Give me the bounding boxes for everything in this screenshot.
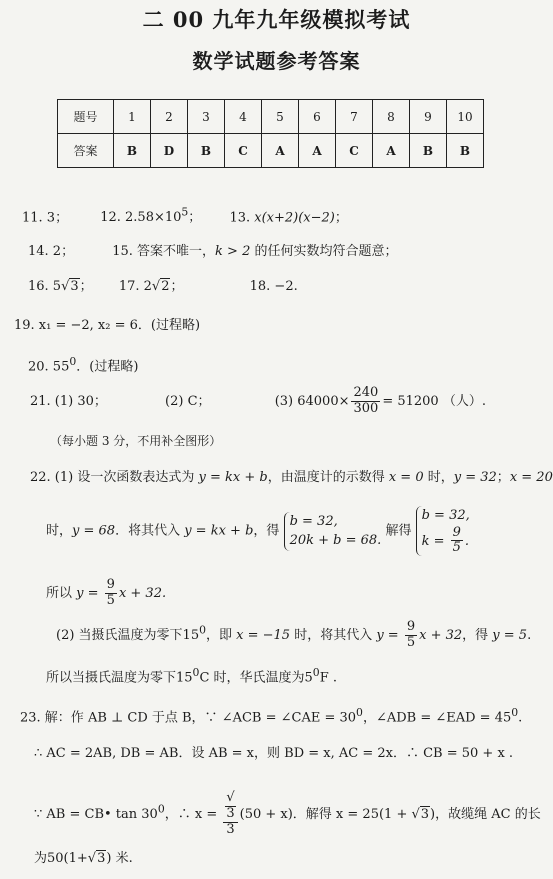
answer-16-radicand: 3 [70, 279, 79, 294]
answer-23-text: ) 米. [106, 851, 133, 866]
question-number: 4 [225, 100, 262, 134]
answer-22-text: 解得 [385, 523, 412, 539]
question-number: 5 [262, 100, 299, 134]
answer-20 [28, 355, 138, 374]
fraction-numerator: 9 [452, 524, 461, 540]
answer-23-text: ，∠ADB = ∠EAD = 45 [362, 710, 512, 726]
answer-23-text: 为50(1+ [34, 851, 88, 866]
fraction-numerator: 9 [106, 577, 115, 592]
answer-22-text: . [527, 627, 532, 643]
expression: y = [376, 627, 403, 643]
answer-22-text: 时， [46, 523, 73, 539]
answer-cell: C [336, 134, 373, 168]
question-number: 8 [373, 100, 410, 134]
table-answer-label: 答案 [58, 134, 114, 168]
answer-15-expression: k > 2 [215, 244, 251, 259]
answer-22-conclusion [46, 666, 337, 685]
question-number: 6 [299, 100, 336, 134]
answer-cell: A [299, 134, 336, 168]
question-number: 2 [151, 100, 188, 134]
answer-22-text: 所以当摄氏温度为零下15 [46, 670, 193, 686]
answer-22-text: ．将其代入 [115, 523, 185, 539]
expression: x = 20 [509, 470, 553, 485]
answer-cell: A [373, 134, 410, 168]
expression: y = 5 [492, 627, 528, 643]
answer-15-end: 的任何实数均符合题意； [250, 244, 398, 259]
answer-12-text: 12. 2.58×10 [100, 210, 182, 226]
fraction-numerator: 240 [353, 385, 379, 400]
answer-17: 17. 2√2； [118, 279, 184, 294]
answer-line-16-18 [28, 275, 298, 294]
answer-23-line4: 为50(1+√3) 米. [34, 851, 133, 866]
answer-23-text: 23. 解：作 AB ⊥ CD 于点 B，∵ ∠ACB = ∠CAE = 30 [20, 710, 357, 726]
answer-13-expression: x(x+2)(x−2) [254, 210, 335, 226]
answer-21-part2: (2) C； [165, 393, 211, 409]
expression: y = [76, 585, 103, 601]
equation: 20k + b = 68. [289, 533, 382, 549]
answer-12-exponent: 5 [181, 206, 189, 219]
answer-22-text: 时，将其代入 [290, 627, 377, 643]
question-number: 7 [336, 100, 373, 134]
exponent: 0 [199, 623, 206, 637]
fraction-denominator: 5 [106, 592, 115, 608]
answer-17-end: ； [170, 279, 184, 294]
answer-13-text: 13. [229, 210, 255, 226]
answer-23-text: )，故缆绳 AC 的长 [430, 806, 541, 822]
answer-22-text: ，即 [205, 627, 237, 643]
expression: x + 32 [419, 627, 463, 643]
answer-16-text: 16. 5 [28, 279, 62, 294]
exponent: 0 [157, 802, 165, 816]
expression: x + 32. [118, 585, 167, 601]
answer-cell: B [447, 134, 484, 168]
fraction-denominator: 5 [406, 634, 416, 650]
answer-16-end: ； [79, 279, 93, 294]
answer-cell: A [262, 134, 299, 168]
page-subtitle: 数学试题参考答案 [192, 49, 361, 73]
answer-22-line2 [46, 506, 470, 556]
fraction-denominator: 300 [353, 400, 379, 416]
expression: x = 0 [388, 470, 424, 485]
exponent: 0 [511, 706, 519, 719]
equation [422, 526, 470, 557]
page-title: 二 00 九年九年级模拟考试 [142, 7, 411, 32]
answer-17-text: 17. 2 [118, 279, 152, 294]
answer-22-text: C 时，华氏温度为5 [199, 670, 313, 686]
answer-22-line3 [46, 578, 166, 609]
answer-11: 11. 3； [22, 210, 69, 226]
answer-23-line3: ∵ AB = CB• $\tan 30^0$，∴ x = √ 3 3 (50 + x)．解得 x = 25(1 + √3)，故缆绳 AC 的长 [34, 790, 541, 837]
answer-22-text: (2) 当摄氏温度为零下15 [56, 627, 200, 643]
question-number: 9 [410, 100, 447, 134]
answer-20-exponent: 0 [69, 355, 77, 368]
fraction [223, 791, 237, 838]
answer-18: 18. −2. [249, 279, 298, 294]
radicand: 3 [97, 851, 106, 866]
table-row-answers [58, 134, 484, 168]
answer-17-radicand: 2 [161, 279, 170, 294]
answer-23-text: ，∴ x = [164, 806, 222, 822]
fraction-numerator: 9 [406, 619, 416, 634]
question-number: 3 [188, 100, 225, 134]
answer-13-end: ； [334, 210, 348, 226]
answer-22-line1 [30, 466, 553, 485]
fraction-denominator: 3 [226, 821, 235, 837]
answer-cell: B [410, 134, 447, 168]
answer-22-text: ，由温度计的示数得 [267, 470, 389, 485]
answer-12 [100, 206, 202, 226]
answer-15 [112, 244, 397, 259]
answer-line-11-13 [22, 206, 348, 225]
exponent: 0 [312, 666, 320, 679]
answer-23-line1 [20, 706, 522, 725]
answer-12-end: ； [188, 210, 202, 226]
answer-cell: B [114, 134, 151, 168]
fraction-denominator: 5 [452, 540, 461, 556]
question-number: 10 [447, 100, 484, 134]
answer-23-line2: ∴ AC = 2AB, DB = AB．设 AB = x，则 BD = x, AC = 2x．∴ CB = 50 + x . [34, 746, 514, 761]
equation-text: . [464, 533, 470, 549]
answer-cell: C [225, 134, 262, 168]
answer-20-end: ．(过程略) [76, 359, 139, 375]
solution-system [416, 506, 470, 556]
table-header-label: 题号 [58, 100, 114, 134]
fraction-numerator: √ 3 [223, 791, 237, 823]
answer-23-text: (50 + x)．解得 x = 25(1 + [239, 806, 412, 822]
answer-22-text: ，得 [462, 627, 493, 643]
radicand: 3 [420, 806, 430, 822]
expression: x = −15 [236, 627, 291, 643]
expression: y = 68 [72, 523, 116, 539]
answer-23-text: . [518, 710, 523, 726]
answer-table [57, 99, 484, 168]
answer-15-text: 15. 答案不唯一， [112, 244, 216, 259]
answer-22-text: ； [496, 470, 510, 485]
answer-21-fraction [351, 386, 380, 417]
exponent: 0 [192, 666, 200, 679]
answer-21-note: （每小题 3 分，不用补全图形） [50, 434, 222, 448]
answer-19: 19. x₁ = −2, x₂ = 6．(过程略) [14, 318, 201, 333]
equation: b = 32, [289, 513, 338, 529]
expression: y = kx + b [184, 523, 254, 539]
exponent: 0 [356, 706, 363, 719]
answer-22-text: F . [319, 670, 337, 686]
answer-22-part2 [56, 620, 531, 651]
equation: b = 32, [421, 508, 470, 523]
answer-cell: B [188, 134, 225, 168]
answer-line-14-15 [28, 240, 397, 259]
answer-13 [229, 210, 347, 225]
fraction [451, 526, 463, 557]
answer-22-text: ，得 [253, 523, 280, 539]
answer-23-text: ∵ AB = CB• tan 30 [34, 806, 158, 822]
answer-22-text: 所以 [46, 585, 77, 601]
radicand: 3 [226, 805, 235, 821]
answer-20-text: 20. 55 [28, 359, 70, 375]
answer-22-text: 时， [423, 470, 454, 485]
fraction [405, 620, 417, 651]
answer-16: 16. 5√3； [28, 279, 93, 294]
answer-14: 14. 2； [28, 244, 75, 259]
expression: y = 32 [453, 470, 497, 485]
answer-21 [30, 386, 486, 417]
question-number: 1 [114, 100, 151, 134]
answer-21-part3: (3) 64000× [274, 393, 350, 409]
equation-system [284, 512, 382, 551]
table-row-numbers [58, 100, 484, 134]
equation-text: k = [421, 533, 449, 549]
answer-21-result: = 51200 （人）. [382, 393, 486, 409]
expression: y = kx + b [198, 470, 268, 485]
answer-22-text: 22. (1) 设一次函数表达式为 [30, 470, 199, 485]
answer-21-part1: 21. (1) 30； [30, 393, 107, 409]
fraction [105, 578, 117, 609]
answer-cell: D [151, 134, 188, 168]
